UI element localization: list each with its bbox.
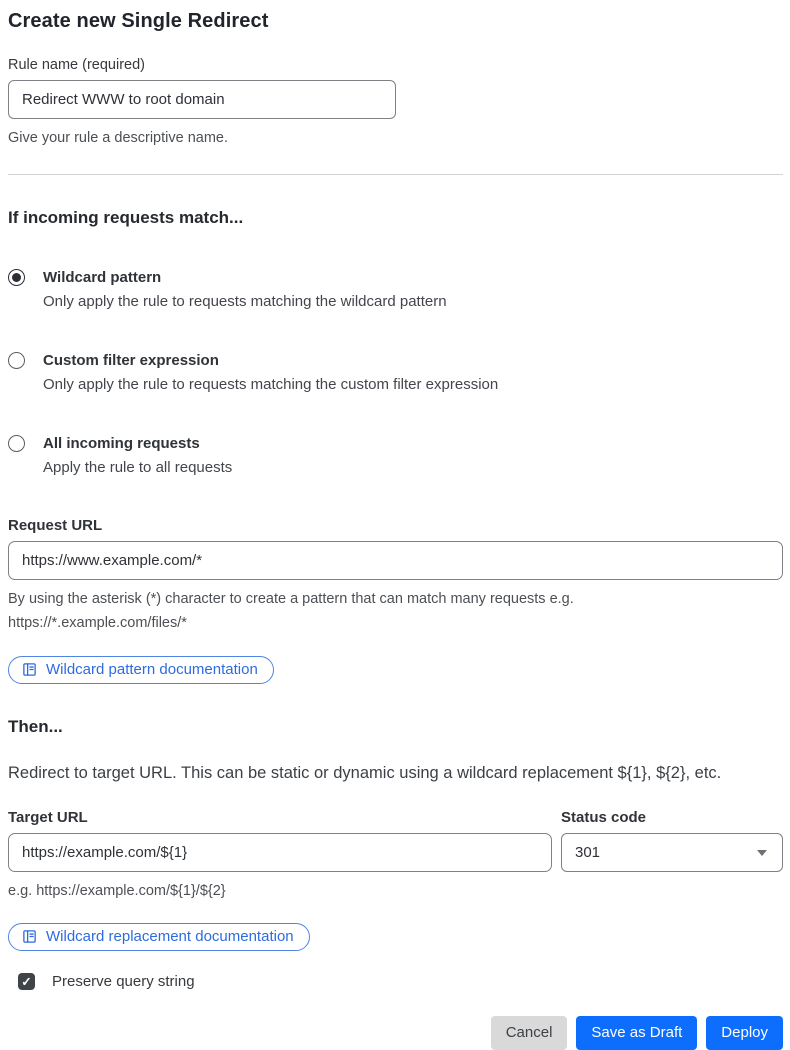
match-type-radio-group <box>8 268 783 476</box>
then-section-description: Redirect to target URL. This can be static or dynamic using a wildcard replacement ${1}, ${2}, etc. <box>8 764 722 782</box>
then-section-heading: Then... <box>8 717 63 736</box>
radio-option-label: All incoming requests <box>43 435 200 452</box>
target-url-input[interactable] <box>8 833 552 872</box>
status-code-label: Status code <box>561 809 647 826</box>
radio-option-description: Only apply the rule to requests matching the custom filter expression <box>43 376 499 393</box>
radio-option-label: Custom filter expression <box>43 352 219 369</box>
section-divider <box>8 174 783 175</box>
target-url-label: Target URL <box>8 809 88 826</box>
form-footer <box>8 1016 783 1050</box>
radio-option-description: Apply the rule to all requests <box>43 459 233 476</box>
book-icon <box>22 662 37 677</box>
request-url-input[interactable] <box>8 541 783 580</box>
book-icon <box>22 929 37 944</box>
status-code-select[interactable] <box>561 833 783 872</box>
doc-button-label: Wildcard pattern documentation <box>46 661 258 678</box>
wildcard-replacement-docs-button[interactable] <box>8 923 310 951</box>
radio-option-description: Only apply the rule to requests matching the wildcard pattern <box>43 293 447 310</box>
radio-button-icon[interactable] <box>8 269 25 286</box>
target-url-help: e.g. https://example.com/${1}/${2} <box>8 883 226 899</box>
target-and-status-row <box>8 809 783 903</box>
radio-button-icon[interactable] <box>8 352 25 369</box>
wildcard-pattern-docs-button[interactable] <box>8 656 274 684</box>
radio-option-custom-filter-expression[interactable] <box>8 351 783 393</box>
deploy-button[interactable]: Deploy <box>706 1016 783 1050</box>
match-section-heading: If incoming requests match... <box>8 208 244 227</box>
request-url-label: Request URL <box>8 517 103 534</box>
doc-button-label: Wildcard replacement documentation <box>46 928 294 945</box>
page-title: Create new Single Redirect <box>8 10 269 32</box>
rule-name-label: Rule name (required) <box>8 57 146 73</box>
save-as-draft-button[interactable]: Save as Draft <box>576 1016 697 1050</box>
rule-name-help: Give your rule a descriptive name. <box>8 130 229 146</box>
radio-option-all-incoming-requests[interactable] <box>8 434 783 476</box>
preserve-query-string-row[interactable] <box>8 973 783 990</box>
checkbox-icon[interactable]: ✓ <box>18 973 35 990</box>
rule-name-input[interactable] <box>8 80 396 119</box>
radio-option-label: Wildcard pattern <box>43 269 162 286</box>
radio-button-icon[interactable] <box>8 435 25 452</box>
request-url-help: By using the asterisk (*) character to create a pattern that can match many requests e.g. https://*.example.com/files/* <box>8 591 574 631</box>
cancel-button[interactable]: Cancel <box>491 1016 568 1050</box>
radio-option-wildcard-pattern[interactable] <box>8 268 783 310</box>
chevron-down-icon <box>757 850 767 856</box>
preserve-query-string-label: Preserve query string <box>52 973 195 990</box>
status-code-value: 301 <box>575 844 601 861</box>
